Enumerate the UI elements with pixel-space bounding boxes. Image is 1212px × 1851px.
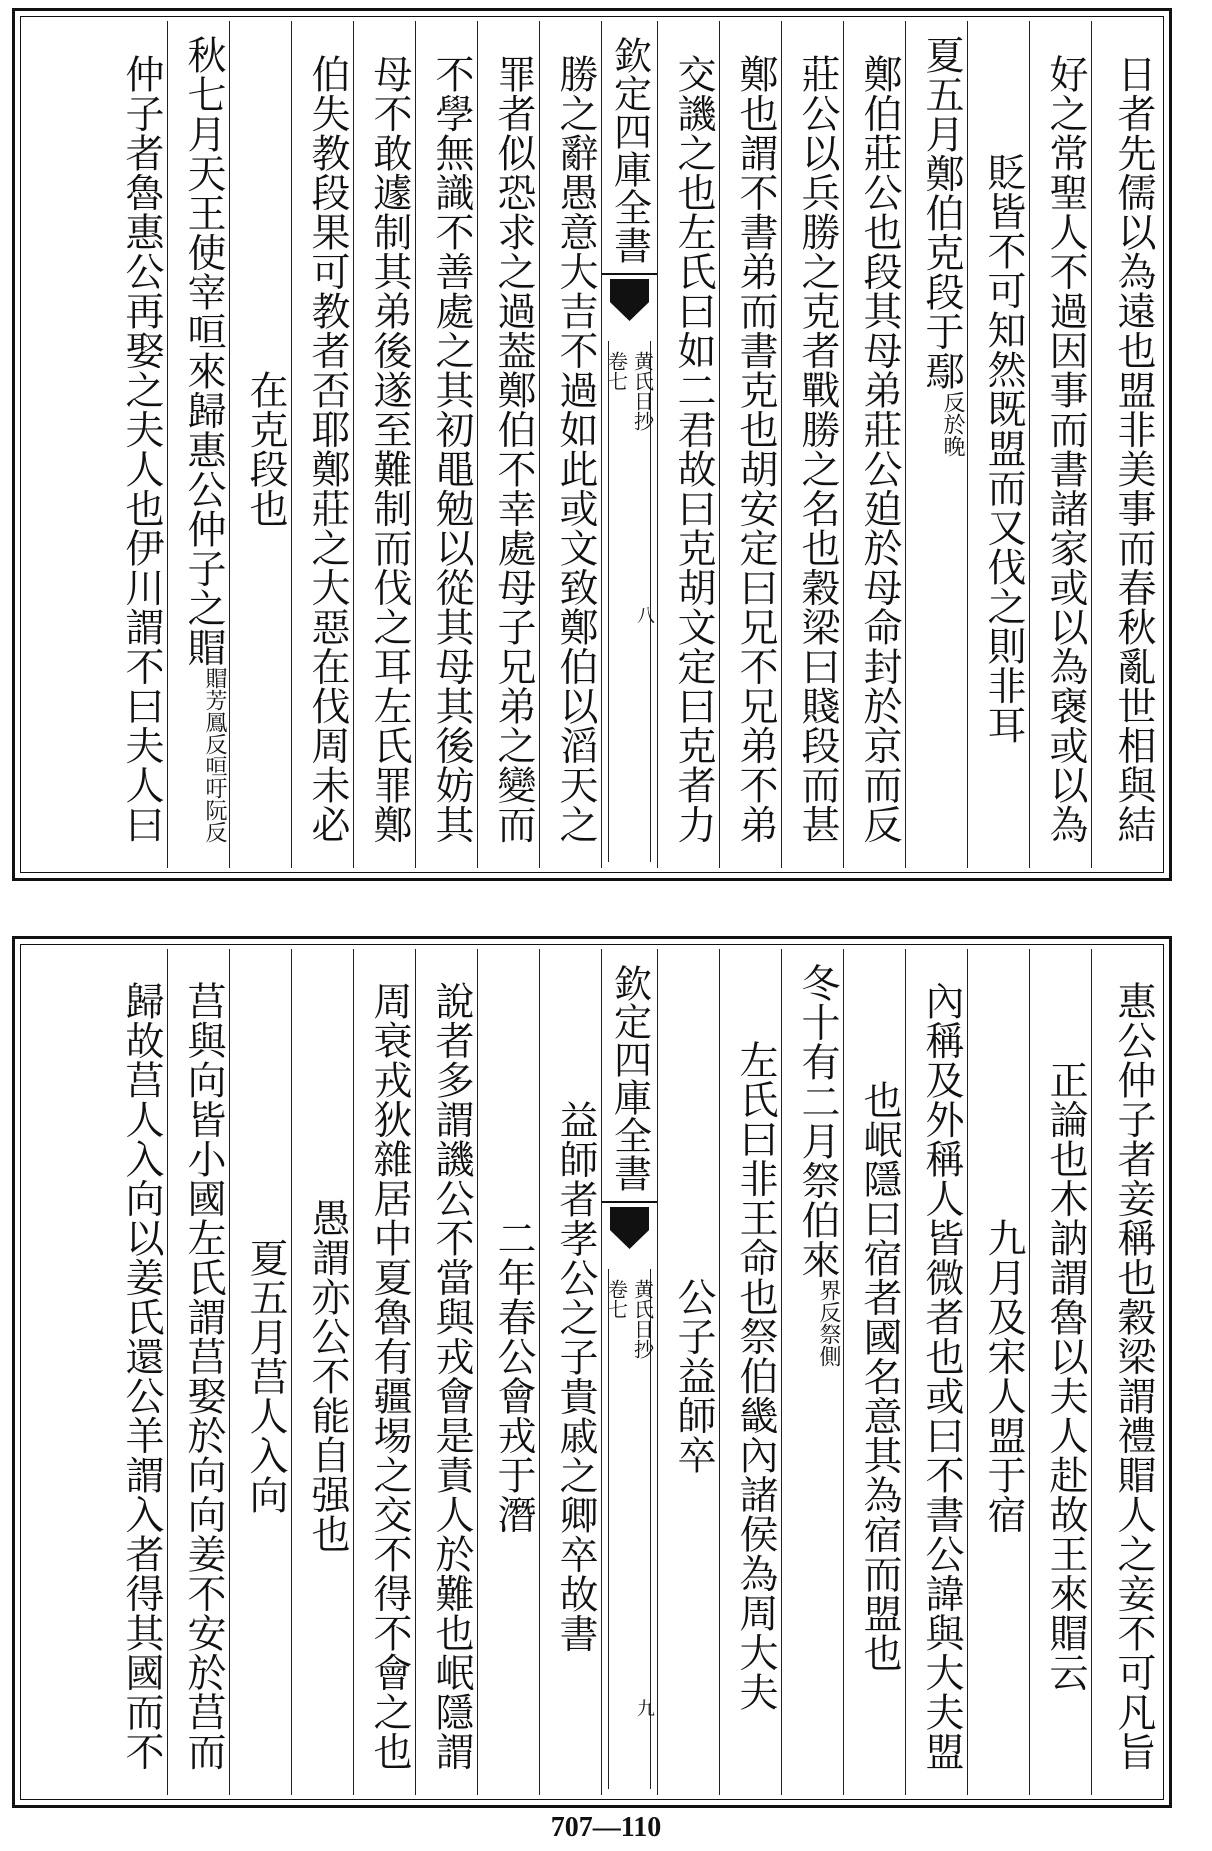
text-column-with-annotation xyxy=(167,21,229,868)
column-text: 也岷隱曰宿者國名意其為宿而盟也 xyxy=(857,1079,902,1673)
leaf-number: 八 xyxy=(634,606,655,624)
text-column xyxy=(843,21,905,868)
column-text: 夏五月莒人入向 xyxy=(243,1237,288,1515)
volume-label: 卷七 xyxy=(604,351,629,391)
text-column xyxy=(1029,949,1091,1795)
column-text: 惠公仲子者妾稱也穀梁謂禮賵人之妾不可凡旨 xyxy=(1111,981,1156,1771)
annotation xyxy=(782,1279,843,1367)
lower-page xyxy=(12,936,1172,1808)
text-column xyxy=(291,949,353,1795)
leaf-number: 九 xyxy=(634,1699,655,1717)
column-text xyxy=(782,963,843,1789)
text-column xyxy=(1029,21,1091,868)
column-text: 九月及宋人盟于宿 xyxy=(981,1218,1026,1534)
column-text: 周衰戎狄雜居中夏魯有疆埸之交不得不會之也 xyxy=(367,981,412,1771)
annotation xyxy=(906,391,967,457)
annotation-line: 賵芳鳳反 xyxy=(202,667,227,755)
text-column xyxy=(415,21,477,868)
text-column xyxy=(353,949,415,1795)
column-text: 益師者孝公之子貴戚之卿卒故書 xyxy=(553,1099,598,1653)
page-code: 707—110 xyxy=(550,1812,662,1843)
source-label xyxy=(602,1279,657,1419)
text-column xyxy=(967,949,1029,1795)
column-text: 伯失教段果可教者否耶鄭莊之大惡在伐周未必 xyxy=(305,53,350,844)
text-column xyxy=(781,21,843,868)
column-text xyxy=(906,35,967,862)
column-text: 二年春公會戎于潛 xyxy=(491,1218,536,1534)
column-text: 內稱及外稱人皆微者也或曰不書公諱與大夫盟 xyxy=(919,981,964,1771)
column-text: 在克段也 xyxy=(243,369,288,528)
book-title: 欽定四庫全書 xyxy=(602,27,657,275)
column-text: 歸故莒人入向以姜氏還公羊謂入者得其國而不 xyxy=(119,981,164,1771)
annotation-line: 咺吁阮反 xyxy=(202,755,227,843)
fish-tail-ornament xyxy=(610,279,649,321)
text-column xyxy=(167,949,229,1795)
main-text: 夏五月鄭伯克段于鄢 xyxy=(919,35,964,391)
text-column xyxy=(539,949,601,1795)
volume-label: 卷七 xyxy=(604,1279,629,1319)
column-text: 勝之辭愚意大吉不過如此或文致鄭伯以滔天之 xyxy=(553,53,598,844)
column-text: 愚謂亦公不能自强也 xyxy=(305,1198,350,1554)
text-column xyxy=(719,21,781,868)
main-text: 冬十有二月祭伯來 xyxy=(795,963,840,1279)
fish-tail-ornament xyxy=(610,1207,649,1249)
text-column xyxy=(905,949,967,1795)
text-column xyxy=(291,21,353,868)
column-text: 交譏之也左氏曰如二君故曰克胡文定曰克者力 xyxy=(671,53,716,844)
text-column xyxy=(415,949,477,1795)
column-text: 仲子者魯惠公再娶之夫人也伊川謂不曰夫人曰 xyxy=(119,53,164,844)
main-text: 秋七月天王使宰咺來歸惠公仲子之賵 xyxy=(181,35,226,667)
column-text: 好之常聖人不過因事而書諸家或以為襃或以為 xyxy=(1043,53,1088,844)
annotation-line: 界反 xyxy=(816,1279,841,1323)
text-column xyxy=(1091,21,1159,868)
column-text: 母不敢遽制其弟後遂至難制而伐之耳左氏罪鄭 xyxy=(367,53,412,844)
text-column xyxy=(99,949,167,1795)
column-text: 公子益師卒 xyxy=(671,1277,716,1475)
column-text: 日者先儒以為遠也盟非美事而春秋亂世相與結 xyxy=(1111,53,1156,844)
source-label xyxy=(602,351,657,491)
text-column xyxy=(539,21,601,868)
lower-page-columns xyxy=(25,949,1159,1795)
upper-page-columns xyxy=(25,21,1159,868)
annotation xyxy=(168,667,229,843)
column-text: 不學無識不善處之其初黽勉以從其母其後妨其 xyxy=(429,53,474,844)
text-column xyxy=(967,21,1029,868)
text-column-with-annotation xyxy=(905,21,967,868)
column-text: 正論也木訥謂魯以夫人赴故王來賵云 xyxy=(1043,1060,1088,1692)
text-column xyxy=(657,21,719,868)
text-column xyxy=(719,949,781,1795)
annotation-line: 反 xyxy=(940,390,965,413)
column-text: 說者多謂譏公不當與戎會是責人於難也岷隱謂 xyxy=(429,981,474,1771)
column-text: 鄭伯莊公也段其母弟莊公廹於母命封於京而反 xyxy=(857,53,902,844)
text-column xyxy=(843,949,905,1795)
upper-page xyxy=(12,8,1172,881)
text-column xyxy=(353,21,415,868)
column-text: 貶皆不可知然既盟而又伐之則非耳 xyxy=(981,152,1026,745)
column-text: 莊公以兵勝之克者戰勝之名也穀梁曰賤段而甚 xyxy=(795,53,840,844)
text-column-with-annotation xyxy=(781,949,843,1795)
text-column xyxy=(477,949,539,1795)
text-column xyxy=(657,949,719,1795)
center-header-column xyxy=(601,949,657,1795)
column-text: 鄭也謂不書弟而書克也胡安定曰兄不兄弟不弟 xyxy=(733,53,778,844)
column-text: 罪者似恐求之過葢鄭伯不幸處母子兄弟之變而 xyxy=(491,53,536,844)
annotation-line: 於晚 xyxy=(940,412,965,457)
text-column xyxy=(99,21,167,868)
column-text: 左氏曰非王命也祭伯畿內諸侯為周大夫 xyxy=(733,1040,778,1712)
center-header-column xyxy=(601,21,657,868)
text-column xyxy=(229,21,291,868)
text-column xyxy=(229,949,291,1795)
column-text: 莒與向皆小國左氏謂莒娶於向向姜不安於莒而 xyxy=(181,981,226,1771)
book-title: 欽定四庫全書 xyxy=(602,955,657,1203)
text-column xyxy=(1091,949,1159,1795)
source-title: 黄氏日抄 xyxy=(630,351,655,431)
column-text xyxy=(168,35,229,862)
source-title: 黄氏日抄 xyxy=(630,1279,655,1359)
text-column xyxy=(477,21,539,868)
annotation-line: 祭側 xyxy=(816,1323,841,1367)
